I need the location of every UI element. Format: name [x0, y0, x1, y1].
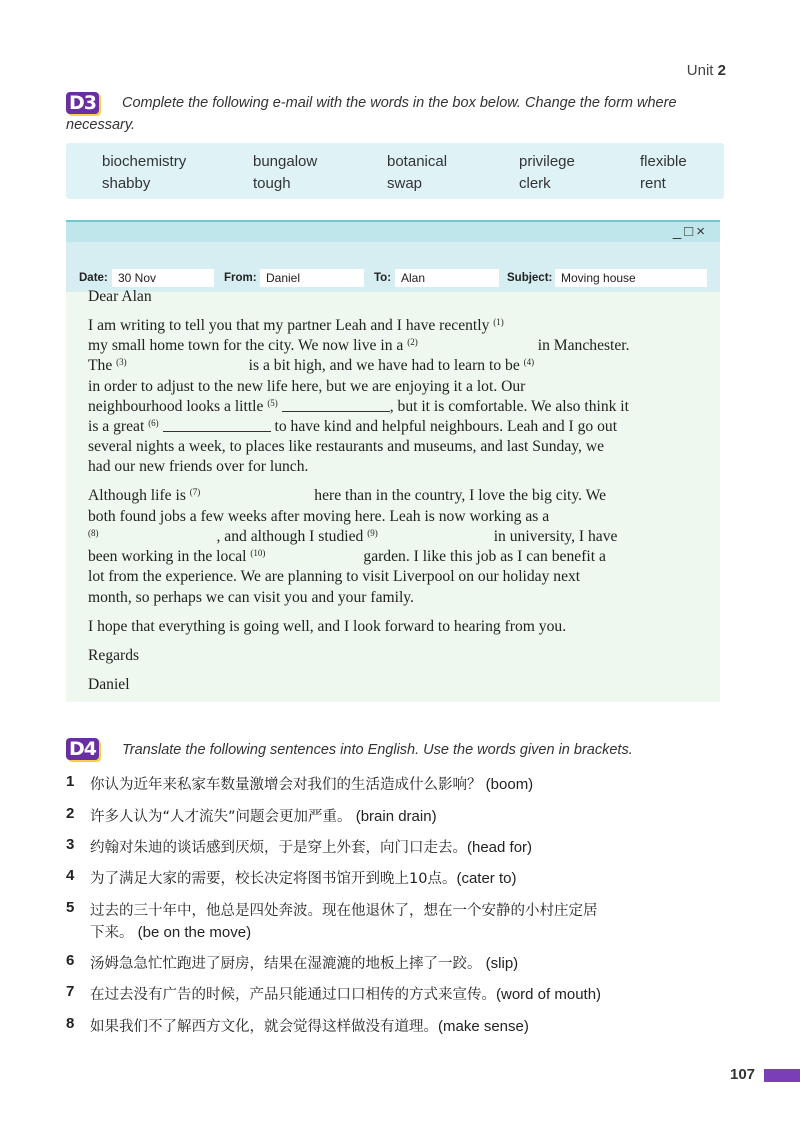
letter-line: month, so perhaps we can visit you and your family. [88, 589, 414, 606]
subject-label: Subject: [507, 272, 553, 284]
letter-line [88, 398, 629, 416]
answer-blank[interactable] [282, 411, 390, 412]
letter-line [88, 418, 617, 436]
letter-line [88, 487, 606, 505]
bracket-hint: (word of mouth) [496, 986, 602, 1003]
word-item: swap [387, 175, 423, 192]
d3-instruction-line1: Complete the following e-mail with the words in the box below. Change the form where [122, 95, 677, 111]
letter-line: several nights a week, to places like restaurants and museums, and last Sunday, we [88, 438, 605, 455]
bracket-hint: (boom) [481, 776, 534, 793]
chinese-sentence: 过去的三十年中，他总是四处奔波。现在他退休了，想在一个安静的小村庄定居 [90, 903, 598, 919]
item-number: 8 [66, 1015, 75, 1032]
chinese-sentence: 下来。 [90, 925, 134, 941]
d4-badge: D4 [66, 738, 99, 760]
bracket-hint: (be on the move) [133, 924, 252, 941]
date-field: 30 Nov [112, 269, 214, 287]
letter-text: my small home town for the city. We now live in a [88, 337, 408, 354]
bracket-hint: (slip) [481, 955, 519, 972]
item-number: 3 [66, 836, 75, 853]
item-number: 6 [66, 952, 75, 969]
blank-number: (5) [267, 398, 278, 408]
item-number: 5 [66, 899, 75, 916]
blank-number: (4) [523, 357, 535, 367]
email-header [66, 242, 720, 292]
blank-number: (6) [148, 418, 159, 428]
unit-number: 2 [717, 62, 726, 79]
chinese-sentence: 为了满足大家的需要，校长决定将图书馆开到晚上10点。 [90, 871, 457, 887]
word-item: privilege [519, 153, 575, 170]
bracket-hint: (head for) [467, 839, 533, 856]
blank-number: (10) [250, 548, 266, 558]
letter-text: neighbourhood looks a little [88, 398, 268, 415]
letter-signature: Daniel [88, 676, 130, 693]
letter-text: I am writing to tell you that my partner Leah and I have recently [88, 317, 494, 334]
page-number: 107 [730, 1066, 756, 1083]
word-item: biochemistry [102, 153, 187, 170]
letter-line: in order to adjust to the new life here, but we are enjoying it a lot. Our [88, 378, 526, 395]
blank-number: (8) [88, 528, 99, 538]
chinese-sentence: 在过去没有广告的时候，产品只能通过口口相传的方式来宣传。 [90, 987, 496, 1003]
letter-greeting: Dear Alan [88, 288, 152, 305]
answer-blank[interactable] [163, 431, 271, 432]
letter-text: been working in the local [88, 548, 251, 565]
to-label: To: [374, 272, 392, 284]
d4-instruction: Translate the following sentences into English. Use the words given in brackets. [122, 742, 633, 758]
word-item: shabby [102, 175, 151, 192]
letter-line [88, 357, 534, 375]
window-titlebar [66, 222, 720, 242]
word-item: tough [253, 175, 291, 192]
blank-number: (9) [367, 528, 378, 538]
item-number: 1 [66, 773, 75, 790]
blank-number: (3) [116, 357, 127, 367]
letter-text: here than in the country, I love the big city. We [314, 487, 607, 504]
unit-header [687, 62, 726, 79]
chinese-sentence: 如果我们不了解西方文化，就会觉得这样做没有道理。 [90, 1019, 438, 1035]
bracket-hint: (cater to) [456, 870, 517, 887]
letter-text: The [88, 357, 117, 374]
word-item: flexible [640, 153, 687, 170]
blank-number: (1) [493, 317, 504, 327]
letter-text: , and although I studied [216, 528, 368, 545]
chinese-sentence: 约翰对朱迪的谈话感到厌烦，于是穿上外套，向门口走去。 [90, 840, 467, 856]
word-box [66, 143, 724, 199]
letter-closing: Regards [88, 647, 140, 664]
chinese-sentence: 汤姆急急忙忙跑进了厨房，结果在湿漉漉的地板上摔了一跤。 [90, 956, 482, 972]
letter-line [88, 317, 504, 335]
unit-label: Unit [686, 62, 714, 79]
item-number: 7 [66, 983, 75, 1000]
from-label: From: [224, 272, 257, 284]
bracket-hint: (make sense) [438, 1018, 529, 1035]
letter-line [88, 337, 630, 355]
word-item: clerk [519, 175, 551, 192]
chinese-sentence: 许多人认为“人才流失”问题会更加严重。 [90, 809, 352, 825]
item-number: 4 [66, 867, 75, 884]
letter-text: Although life is [88, 487, 190, 504]
d3-instruction-line2: necessary. [66, 117, 136, 133]
word-item: bungalow [253, 153, 318, 170]
window-controls-icon: _□× [672, 223, 708, 240]
blank-number: (2) [407, 337, 418, 347]
letter-text: to have kind and helpful neighbours. Leah and I go out [270, 418, 618, 435]
letter-line: both found jobs a few weeks after moving here. Leah is now working as a [88, 508, 550, 525]
letter-text: garden. I like this job as I can benefit a [363, 548, 606, 565]
letter-line: had our new friends over for lunch. [88, 458, 309, 475]
word-item: rent [640, 175, 666, 192]
letter-text: in university, I have [493, 528, 618, 545]
subject-field: Moving house [555, 269, 707, 287]
item-number: 2 [66, 805, 75, 822]
letter-line: lot from the experience. We are planning to visit Liverpool on our holiday next [88, 568, 581, 585]
to-field: Alan [395, 269, 499, 287]
page-tab-bar [764, 1069, 800, 1082]
word-item: botanical [387, 153, 448, 170]
from-field: Daniel [260, 269, 364, 287]
letter-line [88, 528, 617, 546]
d3-badge: D3 [66, 92, 99, 114]
letter-line [88, 548, 606, 566]
letter-text: in Manchester. [537, 337, 630, 354]
date-label: Date: [79, 272, 108, 284]
letter-text: , but it is comfortable. We also think it [389, 398, 629, 415]
blank-number: (7) [189, 487, 201, 497]
chinese-sentence: 你认为近年来私家车数量激增会对我们的生活造成什么影响？ [90, 777, 482, 793]
letter-text: is a bit high, and we have had to learn to be [248, 357, 524, 374]
letter-text: is a great [88, 418, 149, 435]
bracket-hint: (brain drain) [351, 808, 437, 825]
letter-line: I hope that everything is going well, and I look forward to hearing from you. [88, 618, 567, 635]
